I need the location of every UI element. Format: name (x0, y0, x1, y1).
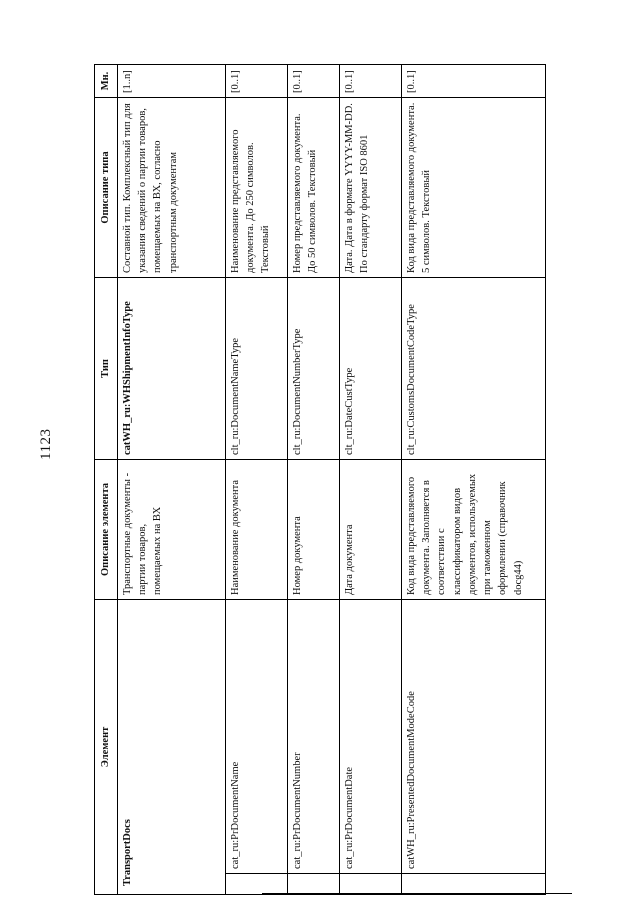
indent-marker (402, 873, 545, 890)
cell-element-description: Номер документа (288, 460, 340, 600)
header-type-description: Описание типа (95, 98, 118, 278)
scan-edge-line (262, 893, 572, 894)
element-name: TransportDocs (122, 819, 133, 886)
cell-element-description: Транспортные документы - партии товаров, помещаемых на ВХ (118, 460, 226, 600)
table-row (118, 65, 226, 895)
spec-table-container (94, 65, 546, 895)
cell-element (402, 600, 546, 895)
indent-marker (288, 873, 339, 890)
element-name: cat_ru:PrDocumentName (230, 761, 241, 869)
cell-type-description: Дата. Дата в формате YYYY-MM-DD. По стандарту формат ISO 8601 (340, 98, 402, 278)
header-type: Тип (95, 278, 118, 460)
cell-element-description: Код вида представляемого документа. Заполняется в соответствии с классификатором видов документов, используемых при таможенном оформлении (справочник docg44) (402, 460, 546, 600)
cell-type-description: Наименование представляемого документа. До 250 символов. Текстовый (226, 98, 288, 278)
cell-type: clt_ru:DateCustType (340, 278, 402, 460)
cell-element (226, 600, 288, 895)
cell-type-description: Номер представляемого документа. До 50 символов. Текстовый (288, 98, 340, 278)
element-name: cat_ru:PrDocumentNumber (292, 752, 303, 869)
cell-multiplicity: [0..1] (226, 65, 288, 98)
indent-marker (340, 873, 401, 890)
cell-element (288, 600, 340, 895)
header-element: Элемент (95, 600, 118, 895)
table-row (402, 65, 546, 895)
cell-multiplicity: [1..n] (118, 65, 226, 98)
cell-type: clt_ru:CustomsDocumentCodeType (402, 278, 546, 460)
cell-multiplicity: [0..1] (402, 65, 546, 98)
indent-marker (226, 873, 287, 890)
header-element-description: Описание элемента (95, 460, 118, 600)
cell-type-description: Код вида представляемого документа. 5 символов. Текстовый (402, 98, 546, 278)
page-number: 1123 (38, 428, 54, 460)
table-row (340, 65, 402, 895)
table-header-row (95, 65, 118, 895)
cell-element (118, 600, 226, 895)
element-name: catWH_ru:PresentedDocumentModeCode (406, 691, 417, 869)
cell-element (340, 600, 402, 895)
element-name: cat_ru:PrDocumentDate (344, 766, 355, 869)
cell-element-description: Дата документа (340, 460, 402, 600)
cell-type-description: Составной тип. Комплексный тип для указания сведений о партии товаров, помещаемых на ВХ, согласно транспортным документам (118, 98, 226, 278)
cell-type: clt_ru:DocumentNumberType (288, 278, 340, 460)
cell-multiplicity: [0..1] (288, 65, 340, 98)
cell-type: catWH_ru:WHShipmentInfoType (118, 278, 226, 460)
header-multiplicity: Мн. (95, 65, 118, 98)
cell-element-description: Наименование документа (226, 460, 288, 600)
cell-type: clt_ru:DocumentNameType (226, 278, 288, 460)
spec-table (94, 64, 546, 895)
cell-multiplicity: [0..1] (340, 65, 402, 98)
table-row (226, 65, 288, 895)
table-row (288, 65, 340, 895)
